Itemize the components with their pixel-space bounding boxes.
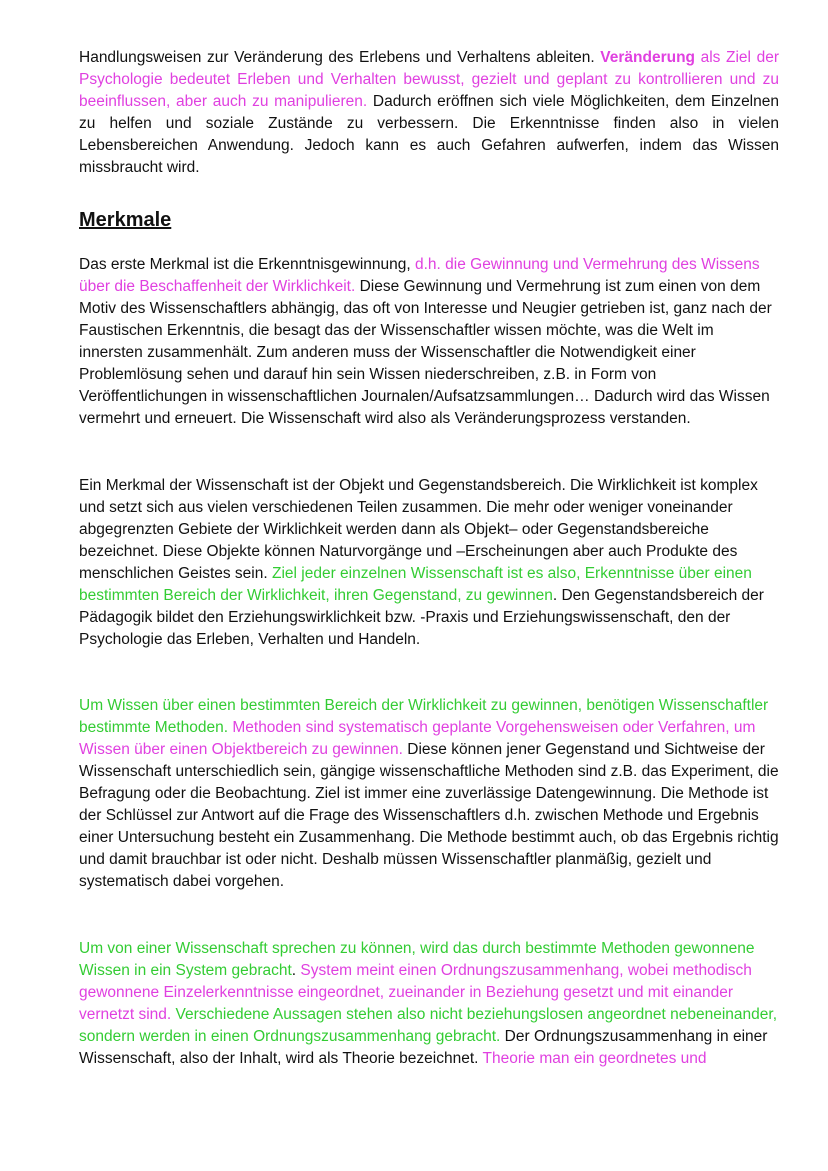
text-run: . xyxy=(291,962,301,979)
highlight-definition: Theorie man ein geordnetes und xyxy=(482,1050,707,1067)
highlight-definition: System meint einen Ordnungszusammenhang, wobei methodisch gewonnene Einzelerkenntnisse eingeordnet, zueinander in Beziehung gesetzt und mit einander vernetzt sind. xyxy=(79,962,752,1023)
text-run: Ein Merkmal der Wissenschaft ist der Objekt und Gegenstandsbereich. Die Wirklichkeit ist komplex und setzt sich aus vielen verschiedenen Teilen zusammen. Die mehr oder weniger voneinander abgegrenzten Gebiete der Wirklichkeit werden dann als Objekt– oder Gegenstandsbereiche bezeichnet. Diese Objekte können Naturvorgänge und –Erscheinungen aber auch Produkte des menschlichen Geistes sein. xyxy=(79,477,758,582)
paragraph-methoden xyxy=(79,695,779,893)
paragraph-veraenderung xyxy=(79,47,779,179)
highlight-definition: als Ziel der Psychologie bedeutet Erleben und Verhalten bewusst, gezielt und geplant zu kontrollieren und zu beeinflussen, aber auch zu manipulieren. xyxy=(79,49,779,110)
highlight-goal: Ziel jeder einzelnen Wissenschaft ist es also, Erkenntnisse über einen bestimmten Bereich der Wirklichkeit, ihren Gegenstand, zu gewinnen xyxy=(79,565,752,604)
text-run: Dadurch eröffnen sich viele Möglichkeiten, dem Einzelnen zu helfen und soziale Zustände zu verbessern. Die Erkenntnisse finden also in vielen Lebensbereichen Anwendung. Jedoch kann es auch Gefahren aufwerfen, indem das Wissen missbraucht wird. xyxy=(79,93,779,176)
section-heading: Merkmale xyxy=(79,209,172,231)
text-run: Diese Gewinnung und Vermehrung ist zum einen von dem Motiv des Wissenschaftlers abhängig, das oft von Interesse und Neugier getrieben ist, ganz nach der Faustischen Erkenntnis, die besagt das der Wissenschaftler wissen möchte, was die Welt im innersten zusammenhält. Zum anderen muss der Wissenschaftler die Notwendigkeit einer Problemlösung sehen und darauf hin sein Wissen niederschreiben, z.B. in Form von Veröffentlichungen in wissenschaftlichen Journalen/Aufsatzsammlungen… Dadurch wird das Wissen vermehrt und erneuert. Die Wissenschaft wird also als Veränderungsprozess verstanden. xyxy=(79,278,772,427)
paragraph-erkenntnisgewinnung xyxy=(79,254,779,430)
highlight-term: Veränderung xyxy=(600,49,696,66)
highlight-goal: Um von einer Wissenschaft sprechen zu können, wird das durch bestimmte Methoden gewonnene Wissen in ein System gebracht xyxy=(79,940,755,979)
highlight-definition: d.h. die Gewinnung und Vermehrung des Wissens über die Beschaffenheit der Wirklichkeit. xyxy=(79,256,760,295)
text-run: Das erste Merkmal ist die Erkenntnisgewinnung, xyxy=(79,256,415,273)
highlight-definition: Methoden sind systematisch geplante Vorgehensweisen oder Verfahren, um Wissen über einen Objektbereich zu gewinnen. xyxy=(79,719,756,758)
paragraph-system xyxy=(79,938,779,1070)
highlight-goal: Verschiedene Aussagen stehen also nicht beziehungslosen angeordnet nebeneinander, sondern werden in einen Ordnungszusammenhang gebracht. xyxy=(79,1006,778,1045)
text-run: Der Ordnungszusammenhang in einer Wissenschaft, also der Inhalt, wird als Theorie bezeichnet. xyxy=(79,1028,768,1067)
text-run: . Den Gegenstandsbereich der Pädagogik bildet den Erziehungswirklichkeit bzw. -Praxis und Erziehungswissenschaft, den der Psychologie das Erleben, Verhalten und Handeln. xyxy=(79,587,764,648)
paragraph-gegenstandsbereich xyxy=(79,475,779,651)
text-run: Diese können jener Gegenstand und Sichtweise der Wissenschaft unterschiedlich sein, gängige wissenschaftliche Methoden sind z.B. das Experiment, die Befragung oder die Beobachtung. Ziel ist immer eine zuverlässige Datengewinnung. Die Methode ist der Schlüssel zur Antwort auf die Frage des Wissenschaftlers d.h. zwischen Methode und Ergebnis einer Untersuchung besteht ein Zusammenhang. Die Methode bestimmt auch, ob das Ergebnis richtig und damit brauchbar ist oder nicht. Deshalb müssen Wissenschaftler planmäßig, gezielt und systematisch dabei vorgehen. xyxy=(79,741,779,890)
text-run: Handlungsweisen zur Veränderung des Erlebens und Verhaltens ableiten. xyxy=(79,49,601,66)
highlight-goal: Um Wissen über einen bestimmten Bereich der Wirklichkeit zu gewinnen, benötigen Wissenschaftler bestimmte Methoden. xyxy=(79,697,769,736)
